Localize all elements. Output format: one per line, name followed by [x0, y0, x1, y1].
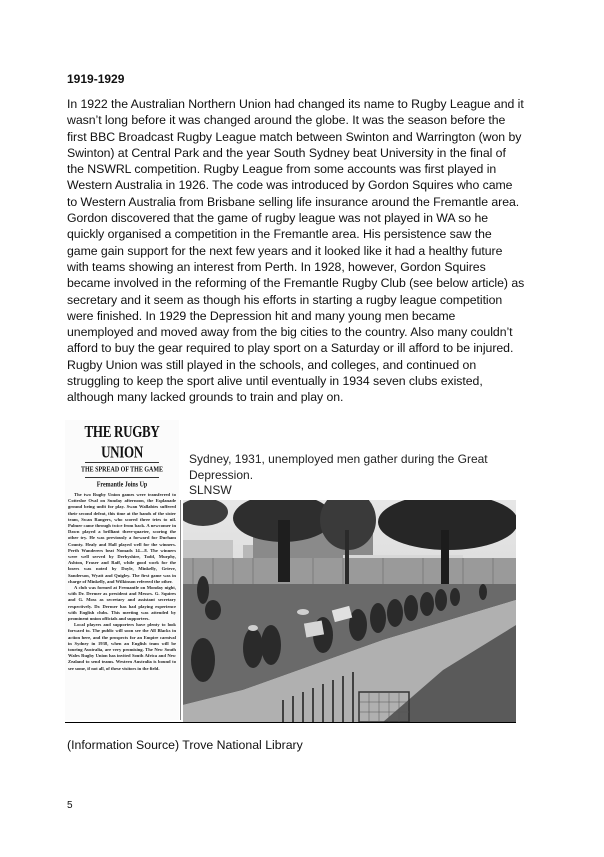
photo-caption — [189, 452, 509, 499]
historical-photo — [183, 500, 516, 722]
clipping-divider — [85, 477, 159, 478]
paragraph-line: quickly organised a competition in the Fremantle area. His persistence saw the — [67, 227, 492, 242]
body-paragraph — [67, 96, 547, 406]
caption-line: Depression. — [189, 467, 254, 482]
paragraph-line: Rugby Union was still played in the schools, and colleges, and continued on — [67, 357, 477, 372]
paragraph-line: Gordon discovered that the game of rugby league was not played in WA so he — [67, 211, 489, 226]
paragraph-line: first BBC Broadcast Rugby League match between Swinton and Warrington (won by — [67, 129, 522, 144]
paragraph-line: wasn’t long before it was changed around the globe. It was the season before the — [67, 113, 506, 128]
source-attribution: (Information Source) Trove National Library — [67, 738, 303, 752]
clipping-paragraph: The two Rugby Union games were transferred to Cottesloe Oval on Sunday afternoon, the Esplanade ground being unfit for play. Swan Wallabies suffered their second defeat, this time at the hands of the sister team, Swan Rangers, who scored three tries to nil. Palmer came through twice from back. A newcomer in Dawn played a brilliant three-quarter, scoring the other try. He was previously a forward for Durham County. Healy and Hall played well for the winners. Perth Wanderers beat Nomads 14—8. The winners were well served by Derbyshire, Todd, Murphy, Ashton, Fraser and Raff, while good work for the losers was noted by Doyle, Minkelly, Grieve, Sanderson, Wyatt and Quigley. The first game was in charge of Minkelly, and Wilkinson refereed the other. — [68, 492, 176, 584]
park-scene-image — [183, 500, 516, 722]
caption-credit: SLNSW — [189, 483, 232, 497]
clipping-paragraph: A club was formed at Fremantle on Monday night, with Dr. Dermer as president and Messrs. G. Squires and G. Moss as secretary and assistant secretary respectively. Dr. Dermer has had playing experience with English clubs. This meeting was attended by prominent union officials and supporters. — [68, 585, 176, 622]
paragraph-line: although many lacked grounds to train and play on. — [67, 390, 344, 405]
newspaper-clipping — [65, 420, 179, 720]
figure-bottom-rule — [65, 722, 516, 723]
paragraph-line: secretary and it seem as though his efforts in starting a rugby league competition — [67, 292, 503, 307]
clipping-subheading: Fremantle Joins Up — [96, 481, 148, 489]
paragraph-line: to Western Australia from Brisbane selling life insurance around the Fremantle area. — [67, 194, 520, 209]
clipping-paragraph: Local players and supporters have plenty to look forward to. The public will soon see the All Blacks in action here, and the prospects for an Empire carnival in Sydney in 1938, when an English team will be touring Australia, are very promising. The New South Wales Rugby Union has invited South Africa and New Zealand to send teams. Western Australia is bound to see some, if not all, of these visitors in the field. — [68, 622, 176, 671]
paragraph-line: Western Australia in 1926. The code was introduced by Gordon Squires who came — [67, 178, 513, 193]
paragraph-line: In 1922 the Australian Northern Union had changed its name to Rugby League and it — [67, 97, 524, 111]
paragraph-line: afford to buy the gear required to play sport on a Saturday or ill afford to be injured. — [67, 341, 514, 356]
clipping-body — [65, 488, 179, 672]
clipping-separator — [180, 500, 181, 720]
paragraph-line: the NSWRL competition. Rugby League from some accounts was first played in — [67, 162, 497, 177]
caption-line: Sydney, 1931, unemployed men gather during the Great — [189, 452, 488, 466]
paragraph-line: became involved in the reforming of the Fremantle Rugby Club (see below article) as — [67, 276, 525, 291]
paragraph-line: game gain support for the next few years and it looked like it had a healthy future — [67, 243, 503, 258]
figure-group — [65, 418, 517, 724]
paragraph-line: unemployed and moved away from the big cities to the country. Also many couldn’t — [67, 325, 513, 340]
clipping-subtitle: THE SPREAD OF THE GAME — [80, 466, 163, 474]
paragraph-line: struggling to keep the sport alive until eventually in 1934 seven clubs existed, — [67, 374, 483, 389]
paragraph-line: were finished. In 1929 the Depression hit and many young men became — [67, 308, 456, 323]
section-heading: 1919-1929 — [67, 72, 125, 86]
paragraph-line: with teams showing an interest from Perth. In 1928, however, Gordon Squires — [67, 259, 486, 274]
clipping-title: THE RUGBY UNION — [84, 421, 160, 462]
paragraph-line: Swinton) at Central Park and the year South Sydney beat University in the final of — [67, 145, 506, 160]
page-number: 5 — [67, 800, 73, 811]
